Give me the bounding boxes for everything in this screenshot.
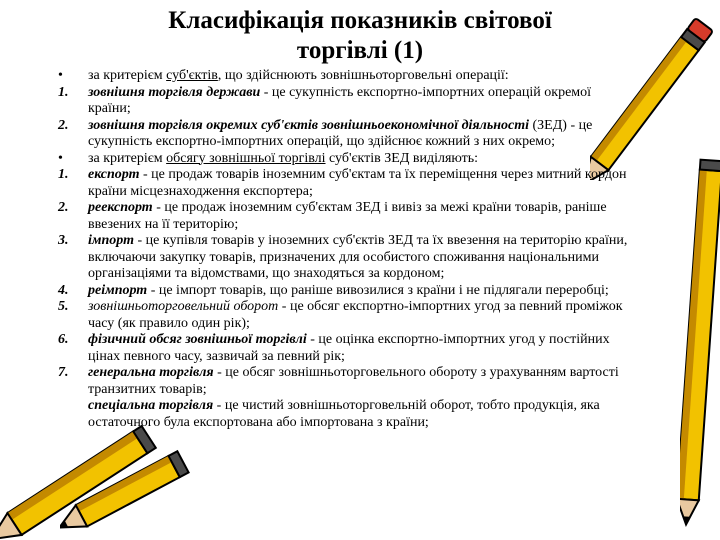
criterion-name: обсягу зовнішньої торгівлі bbox=[166, 150, 326, 166]
classification-list bbox=[58, 68, 633, 431]
term-name: зовнішня торгівля окремих суб'єктів зовнішньоекономічної діяльності bbox=[88, 117, 529, 133]
text-fragment: - це імпорт товарів, що раніше вивозилися з країни і не підлягали переробці; bbox=[147, 282, 609, 298]
criterion-bullet-item bbox=[58, 151, 633, 168]
item-number: 7. bbox=[58, 365, 69, 380]
definition-list-item bbox=[58, 365, 633, 398]
definition-list-item bbox=[58, 299, 633, 332]
item-number: 4. bbox=[58, 282, 69, 298]
text-fragment: - це продаж товарів іноземним суб'єктам та їх переміщення через митний кордон країни місцезнаходження експортера; bbox=[88, 167, 627, 199]
text-fragment: - це купівля товарів у іноземних суб'єктів ЗЕД та їх ввезення на територію країни, включаючи закупку товарів, призначених для особистого споживання національними організаціями та відомствами, що знаходяться за кордоном; bbox=[88, 233, 628, 281]
term-name: спеціальна торгівля bbox=[88, 398, 214, 413]
item-number: 3. bbox=[58, 233, 69, 248]
item-number: 5. bbox=[58, 299, 69, 314]
pencil-icon bbox=[680, 120, 720, 530]
term-name: зовнішня торгівля держави bbox=[88, 84, 261, 100]
definition-list-item bbox=[58, 398, 633, 431]
text-fragment: - це обсяг зовнішньоторговельного обороту з урахуванням вартості транзитних товарів; bbox=[88, 365, 619, 397]
title-line-2: торгівлі (1) bbox=[296, 37, 424, 64]
definition-list-item bbox=[58, 233, 633, 283]
criterion-name: суб'єктів bbox=[166, 68, 218, 83]
text-fragment: - це обсяг експортно-імпортних угод за певний проміжок часу (як правило один рік); bbox=[88, 299, 623, 331]
definition-list-item bbox=[58, 200, 633, 233]
item-text bbox=[88, 233, 633, 283]
text-fragment: за критерієм bbox=[88, 150, 167, 166]
title-line-1: Класифікація показників світової bbox=[168, 7, 552, 34]
text-fragment: - це чистий зовнішньоторговельній оборот, тобто продукція, яка остаточного була експортована або імпортована з країни; bbox=[88, 398, 600, 430]
text-fragment: суб'єктів ЗЕД виділяють: bbox=[325, 150, 479, 166]
criterion-bullet-item bbox=[58, 68, 633, 85]
item-text bbox=[88, 283, 633, 300]
item-number: 1. bbox=[58, 167, 69, 182]
definition-list-item bbox=[58, 118, 633, 151]
definition-list-item bbox=[58, 283, 633, 300]
text-fragment: (ЗЕД) - це сукупність експортно-імпортних операцій, що здійснює кожний з них окремо; bbox=[88, 117, 593, 149]
item-text bbox=[88, 332, 633, 365]
item-text bbox=[88, 365, 633, 398]
term-name: зовнішньоторговельний оборот bbox=[88, 299, 279, 314]
definition-list-item bbox=[58, 332, 633, 365]
bullet-marker: • bbox=[58, 150, 63, 166]
item-number: 2. bbox=[58, 200, 69, 215]
item-text bbox=[88, 118, 633, 151]
item-number bbox=[58, 398, 88, 431]
definition-list-item bbox=[58, 167, 633, 200]
term-name: фізичний обсяг зовнішньої торгівлі bbox=[88, 332, 307, 347]
item-text bbox=[88, 398, 633, 431]
text-fragment: - це оцінка експортно-імпортних угод у постійних цінах певного часу, зазвичай за певний рік; bbox=[88, 332, 610, 364]
term-name: генеральна торгівля bbox=[88, 365, 214, 380]
text-fragment: за критерієм bbox=[88, 68, 167, 83]
term-name: реімпорт bbox=[88, 282, 148, 298]
item-text bbox=[88, 200, 633, 233]
term-name: реекспорт bbox=[88, 200, 153, 215]
item-text bbox=[88, 167, 633, 200]
text-fragment: - це продаж іноземним суб'єктам ЗЕД і вивіз за межі країни товарів, раніше ввезених на її територію; bbox=[88, 200, 607, 232]
pencil-icon bbox=[60, 435, 200, 540]
term-name: імпорт bbox=[88, 233, 134, 248]
item-text bbox=[88, 299, 633, 332]
term-name: експорт bbox=[88, 167, 140, 182]
item-number: 2. bbox=[58, 117, 69, 133]
item-text bbox=[88, 151, 633, 168]
definition-list-item bbox=[58, 85, 633, 118]
item-number: 1. bbox=[58, 84, 69, 100]
text-fragment: - це сукупність експортно-імпортних операцій окремої країни; bbox=[88, 84, 592, 116]
item-text bbox=[88, 68, 633, 85]
text-fragment: , що здійснюють зовнішньоторговельні операції: bbox=[217, 68, 509, 83]
item-text bbox=[88, 85, 633, 118]
item-number: 6. bbox=[58, 332, 69, 347]
bullet-marker: • bbox=[58, 68, 63, 83]
